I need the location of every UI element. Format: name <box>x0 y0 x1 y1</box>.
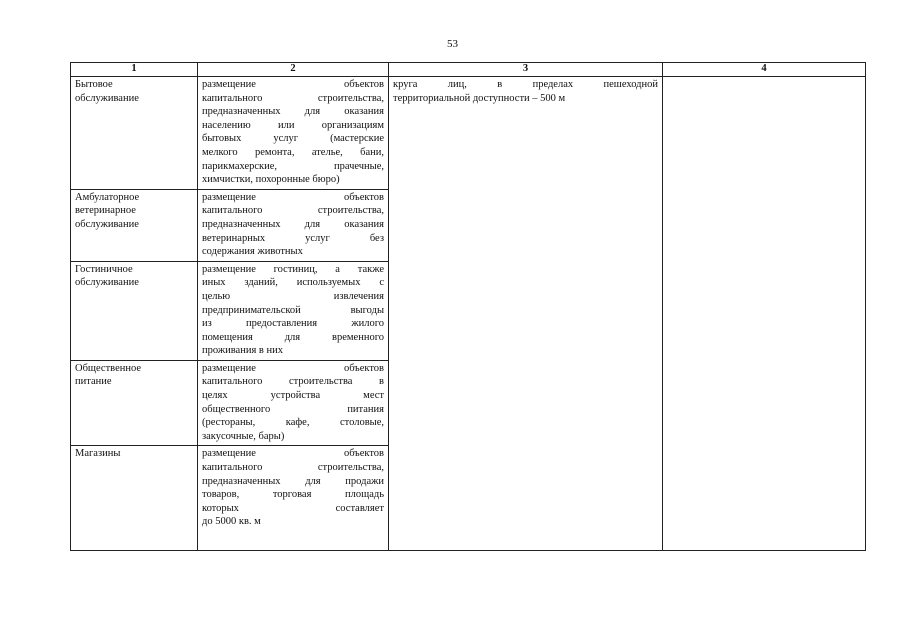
text-line: обслуживание <box>75 277 139 289</box>
text-line: капитального строительства в <box>202 376 384 388</box>
text-line: помещения для временного <box>202 331 384 343</box>
text-line: до 5000 кв. м <box>202 516 261 528</box>
text-line: из предоставления жилого <box>202 318 384 330</box>
text-line: населению или организациям <box>202 119 384 131</box>
text-line: иных зданий, используемых с <box>202 277 384 289</box>
use-type-cell <box>71 446 198 551</box>
use-type-cell <box>71 189 198 261</box>
text-line: питание <box>75 376 112 388</box>
text-line: размещение гостиниц, а также <box>202 263 384 275</box>
text-line: капитального строительства, <box>202 462 384 474</box>
text-line: круга лиц, в пределах пешеходной <box>393 79 658 90</box>
text-line: общественного питания <box>202 403 384 415</box>
text-line: размещение объектов <box>202 362 384 374</box>
text-line: территориальной доступности – 500 м <box>393 92 566 104</box>
text-line: Амбулаторное <box>75 191 140 203</box>
text-line: обслуживание <box>75 218 139 230</box>
parameters-cell <box>389 77 663 551</box>
text-line: предпринимательской выгоды <box>202 304 384 316</box>
description-cell <box>198 360 389 446</box>
description-cell <box>198 261 389 360</box>
table-body <box>71 77 866 551</box>
header-row <box>71 63 866 77</box>
text-line: размещение объектов <box>202 191 384 203</box>
text-line: парикмахерские, прачечные, <box>202 160 384 172</box>
text-line: размещение объектов <box>202 79 384 90</box>
use-type-cell <box>71 77 198 190</box>
text-line: которых составляет <box>202 502 384 514</box>
text-line: закусочные, бары) <box>202 430 285 442</box>
text-line: предназначенных для оказания <box>202 106 384 118</box>
header-col-2: 2 <box>198 63 389 77</box>
text-line: химчистки, похоронные бюро) <box>202 174 340 186</box>
text-line: целях устройства мест <box>202 390 384 402</box>
text-line: ветеринарных услуг без <box>202 232 384 244</box>
description-cell <box>198 77 389 190</box>
restrictions-cell <box>663 77 866 551</box>
text-line: капитального строительства, <box>202 205 384 217</box>
text-line: бытовых услуг (мастерские <box>202 133 384 145</box>
description-cell <box>198 189 389 261</box>
text-line: Магазины <box>75 448 121 460</box>
text-line: ветеринарное <box>75 205 136 217</box>
header-col-4: 4 <box>663 63 866 77</box>
header-col-3: 3 <box>389 63 663 77</box>
text-line: целью извлечения <box>202 290 384 302</box>
text-line: (рестораны, кафе, столовые, <box>202 417 384 429</box>
text-line: Бытовое <box>75 79 113 90</box>
text-line: Общественное <box>75 362 142 374</box>
text-line: Гостиничное <box>75 263 133 275</box>
text-line: предназначенных для оказания <box>202 218 384 230</box>
text-line: содержания животных <box>202 246 303 258</box>
description-cell <box>198 446 389 551</box>
use-type-cell <box>71 360 198 446</box>
text-line: капитального строительства, <box>202 92 384 104</box>
text-line: мелкого ремонта, ателье, бани, <box>202 146 384 158</box>
page-number: 53 <box>447 38 458 50</box>
text-line: обслуживание <box>75 92 139 104</box>
text-line: товаров, торговая площадь <box>202 489 384 501</box>
regulations-table <box>70 62 866 551</box>
header-col-1: 1 <box>71 63 198 77</box>
text-line: проживания в них <box>202 345 283 357</box>
text-line: предназначенных для продажи <box>202 475 384 487</box>
text-line: размещение объектов <box>202 448 384 460</box>
use-type-cell <box>71 261 198 360</box>
table-row <box>71 77 866 190</box>
